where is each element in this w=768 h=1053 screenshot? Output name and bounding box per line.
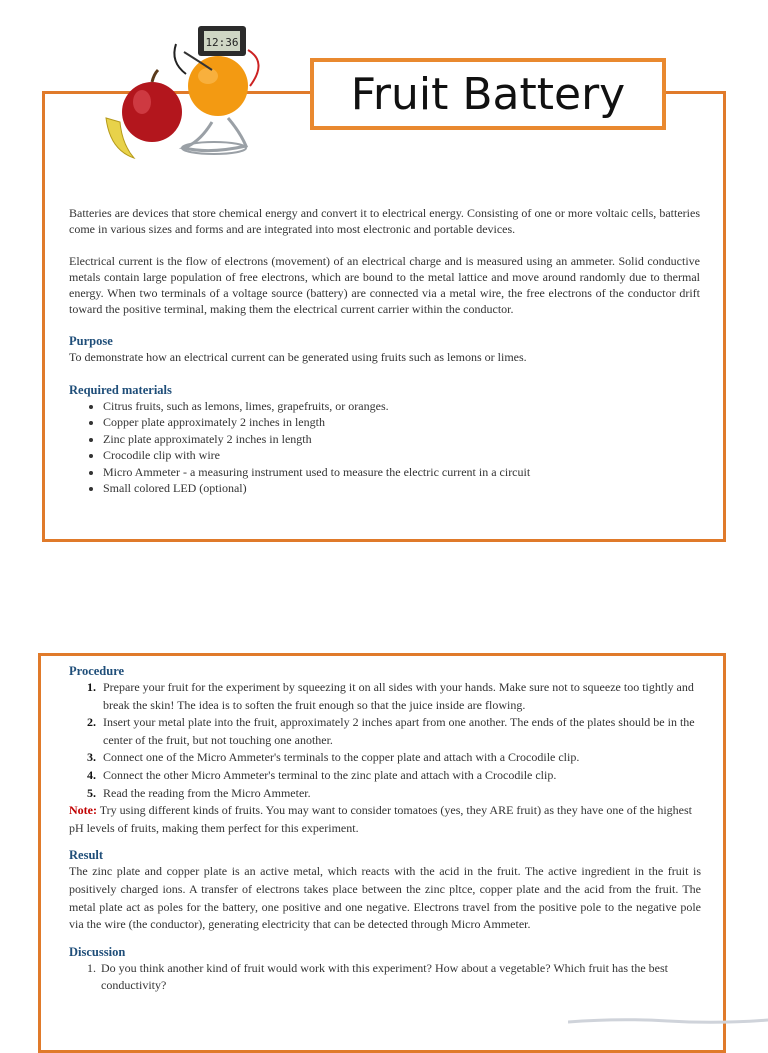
discussion-list	[69, 960, 701, 995]
list-item: • Copper plate approximately 2 inches in length	[103, 414, 700, 430]
procedure-heading: Procedure	[69, 664, 125, 678]
note	[69, 802, 701, 837]
list-item	[87, 679, 701, 714]
step-text: Prepare your fruit for the experiment by squeezing it on all sides with your hands. Make sure not to squeeze too tightly and break the skin! The idea is to soften the fruit enough so that the juice inside are flowing.	[103, 680, 694, 712]
step-number: 5.	[87, 785, 96, 800]
step-text: Connect the other Micro Ammeter's terminal to the zinc plate and attach with a Crocodile clip.	[103, 767, 557, 782]
intro-paragraph-2: Electrical current is the flow of electrons (movement) of an electrical charge and is measured using an ammeter. Solid conductive metals contain large population of free electrons, which are bound to the metal lattice and move around randomly due to thermal energy. When two terminals of a voltage source (battery) are connected via a metal wire, the free electrons of the conductor drift toward the positive terminal, making them the electrical current carrier within the conductor.	[69, 254, 700, 316]
discussion-text: Do you think another kind of fruit would work with this experiment? How about a vegetable? Which fruit has the best conductivity?	[101, 960, 668, 993]
materials-list	[69, 398, 700, 496]
clock-display: 12:36	[205, 36, 239, 49]
procedure-steps	[69, 679, 701, 802]
result-text: The zinc plate and copper plate is an active metal, which reacts with the acid in the fruit. The active ingredient in the fruit is positively charged ions. A transfer of electrons takes place between the zinc pltce, copper plate and the acid from the fruit. The metal plate act as poles for the battery, one positive and one negative. Electrons travel from the positive pole to the negative pole via the wire (the conductor), generating electricity that can be detected through Micro Ammeter.	[69, 864, 701, 932]
list-item	[87, 749, 701, 767]
list-item: • Crocodile clip with wire	[103, 447, 700, 463]
list-item: • Small colored LED (optional)	[103, 480, 700, 496]
step-text: Read the reading from the Micro Ammeter.	[103, 785, 311, 800]
procedure-content	[69, 663, 701, 995]
purpose-heading: Purpose	[69, 334, 113, 348]
corner-scribble	[568, 1016, 768, 1024]
discussion-number: 1.	[87, 960, 96, 975]
result-heading: Result	[69, 848, 104, 863]
list-item	[87, 767, 701, 785]
note-label: Note:	[69, 803, 97, 818]
page-title: Fruit Battery	[350, 68, 626, 120]
list-item	[87, 714, 701, 749]
step-number: 2.	[87, 715, 96, 730]
fruit-clock-illustration	[100, 22, 280, 162]
list-item: • Citrus fruits, such as lemons, limes, grapefruits, or oranges.	[103, 398, 700, 414]
list-item: • Zinc plate approximately 2 inches in length	[103, 431, 700, 447]
step-text: Insert your metal plate into the fruit, approximately 2 inches apart from one another. The ends of the plates should be in the center of the fruit, but not touching one another.	[103, 715, 695, 747]
step-text: Connect one of the Micro Ammeter's terminals to the copper plate and attach with a Crocodile clip.	[103, 750, 580, 765]
materials-heading: Required materials	[69, 383, 172, 397]
note-text: Try using different kinds of fruits. You may want to consider tomatoes (yes, they ARE fruit) as they have one of the highest pH levels of fruits, making them perfect for this experiment.	[69, 803, 693, 835]
discussion-heading: Discussion	[69, 944, 126, 959]
intro-paragraph-1: Batteries are devices that store chemical energy and convert it to electrical energy. Consisting of one or more voltaic cells, batteries come in various sizes and forms and are integrated into most electronic and portable devices.	[69, 206, 700, 236]
title-box	[310, 58, 666, 130]
step-number: 4.	[87, 767, 96, 782]
list-item: • Micro Ammeter - a measuring instrument used to measure the electric current in a circuit	[103, 464, 700, 480]
list-item	[87, 960, 701, 995]
purpose-text: To demonstrate how an electrical current can be generated using fruits such as lemons or limes.	[69, 350, 527, 364]
list-item	[87, 785, 701, 803]
step-number: 3.	[87, 750, 96, 765]
intro-content	[69, 205, 700, 496]
step-number: 1.	[87, 680, 96, 694]
